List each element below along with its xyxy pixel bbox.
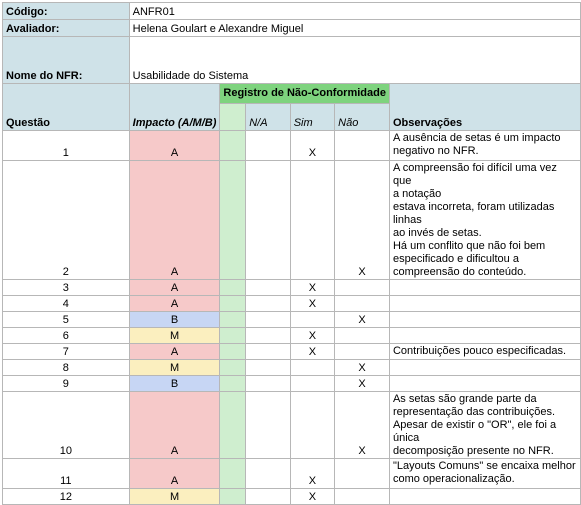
nao-cell[interactable]: [335, 280, 390, 296]
nao-cell[interactable]: X: [335, 312, 390, 328]
sim-cell[interactable]: [290, 161, 334, 280]
observacoes-cell[interactable]: [389, 344, 580, 360]
questao-cell[interactable]: 9: [3, 376, 130, 392]
nao-cell[interactable]: X: [335, 376, 390, 392]
registro-green-cell: [220, 161, 246, 280]
table-row: [3, 344, 581, 360]
na-cell[interactable]: [246, 376, 290, 392]
registro-header: Registro de Não-Conformidade: [220, 84, 390, 104]
registro-green-cell: [220, 312, 246, 328]
impacto-cell[interactable]: A: [129, 296, 220, 312]
questao-cell[interactable]: 11: [3, 459, 130, 489]
impacto-cell[interactable]: M: [129, 328, 220, 344]
observacoes-cell[interactable]: [389, 131, 580, 161]
observacao-line: A ausência de setas é um impacto: [392, 132, 561, 144]
observacoes-cell[interactable]: [389, 312, 580, 328]
table-row: [3, 360, 581, 376]
registro-green-cell: [220, 376, 246, 392]
impacto-cell[interactable]: M: [129, 489, 220, 505]
sim-cell[interactable]: X: [290, 296, 334, 312]
registro-green-cell: [220, 296, 246, 312]
table-row: [3, 280, 581, 296]
observacao-line: representação das contribuições.: [392, 406, 556, 418]
nao-cell[interactable]: X: [335, 161, 390, 280]
na-cell[interactable]: [246, 328, 290, 344]
impacto-cell[interactable]: M: [129, 360, 220, 376]
questao-header: Questão: [3, 84, 130, 131]
observacoes-cell[interactable]: [389, 280, 580, 296]
sim-cell[interactable]: [290, 312, 334, 328]
nao-header: Não: [335, 104, 390, 131]
registro-green-cell: [220, 131, 246, 161]
na-cell[interactable]: [246, 360, 290, 376]
table-row: [3, 376, 581, 392]
sim-cell[interactable]: [290, 392, 334, 459]
sim-cell[interactable]: X: [290, 459, 334, 489]
observacao-line: Contribuições pouco especificadas.: [392, 345, 567, 357]
nao-cell[interactable]: [335, 489, 390, 505]
na-cell[interactable]: [246, 280, 290, 296]
observacao-line: Apesar de existir o "OR", ele foi a única: [392, 419, 557, 444]
registro-green-cell: [220, 459, 246, 489]
nao-cell[interactable]: [335, 296, 390, 312]
sim-cell[interactable]: X: [290, 328, 334, 344]
table-row: [3, 392, 581, 459]
impacto-cell[interactable]: A: [129, 459, 220, 489]
table-row: [3, 328, 581, 344]
table-row: [3, 459, 581, 489]
table-row: [3, 489, 581, 505]
nfr-value[interactable]: Usabilidade do Sistema: [129, 37, 580, 84]
observacao-line: compreensão do conteúdo.: [392, 266, 527, 278]
questao-cell[interactable]: 7: [3, 344, 130, 360]
questao-cell[interactable]: 8: [3, 360, 130, 376]
na-cell[interactable]: [246, 161, 290, 280]
impacto-cell[interactable]: B: [129, 376, 220, 392]
observacoes-cell[interactable]: [389, 376, 580, 392]
observacoes-cell[interactable]: [389, 459, 580, 489]
questao-cell[interactable]: 6: [3, 328, 130, 344]
observacoes-cell[interactable]: [389, 489, 580, 505]
observacao-line: A compreensão foi difícil uma vez que: [392, 162, 557, 187]
na-cell[interactable]: [246, 459, 290, 489]
questao-cell[interactable]: 12: [3, 489, 130, 505]
questao-cell[interactable]: 4: [3, 296, 130, 312]
codigo-value[interactable]: ANFR01: [129, 3, 580, 20]
nao-cell[interactable]: [335, 328, 390, 344]
registro-green-cell: [220, 344, 246, 360]
observacoes-cell[interactable]: [389, 296, 580, 312]
observacao-line: As setas são grande parte da: [392, 393, 537, 405]
impacto-cell[interactable]: B: [129, 312, 220, 328]
na-cell[interactable]: [246, 344, 290, 360]
registro-green-cell: [220, 392, 246, 459]
impacto-cell[interactable]: A: [129, 344, 220, 360]
na-cell[interactable]: [246, 392, 290, 459]
observacao-line: decomposição presente no NFR.: [392, 445, 554, 457]
impacto-header: Impacto (A/M/B): [129, 84, 220, 131]
observacao-line: a notação: [392, 188, 442, 200]
na-cell[interactable]: [246, 312, 290, 328]
observacao-line: ao invés de setas.: [392, 227, 482, 239]
observacoes-cell[interactable]: [389, 328, 580, 344]
na-header: N/A: [246, 104, 290, 131]
nao-cell[interactable]: X: [335, 360, 390, 376]
table-row: [3, 296, 581, 312]
sim-cell[interactable]: X: [290, 344, 334, 360]
questao-cell[interactable]: 2: [3, 161, 130, 280]
table-row: [3, 131, 581, 161]
observacoes-header: Observações: [389, 84, 580, 131]
impacto-cell[interactable]: A: [129, 392, 220, 459]
observacao-line: negativo no NFR.: [392, 145, 479, 157]
sim-cell[interactable]: X: [290, 280, 334, 296]
observacao-line: especificado e dificultou a: [392, 253, 519, 265]
observacoes-cell[interactable]: [389, 161, 580, 280]
sim-cell[interactable]: [290, 360, 334, 376]
questao-cell[interactable]: 3: [3, 280, 130, 296]
questao-cell[interactable]: 10: [3, 392, 130, 459]
na-cell[interactable]: [246, 131, 290, 161]
questao-cell[interactable]: 5: [3, 312, 130, 328]
questao-cell[interactable]: 1: [3, 131, 130, 161]
observacao-line: "Layouts Comuns" se encaixa melhor: [392, 460, 576, 472]
nao-cell[interactable]: [335, 131, 390, 161]
na-cell[interactable]: [246, 489, 290, 505]
registro-green-cell: [220, 328, 246, 344]
table-row: [3, 161, 581, 280]
observacao-line: como operacionalização.: [392, 473, 515, 485]
observacao-line: estava incorreta, foram utilizadas linhas: [392, 201, 555, 226]
avaliador-value[interactable]: Helena Goulart e Alexandre Miguel: [129, 20, 580, 37]
nfr-evaluation-table: [2, 2, 581, 505]
avaliador-label: Avaliador:: [3, 20, 130, 37]
table-row: [3, 312, 581, 328]
observacoes-cell[interactable]: [389, 360, 580, 376]
codigo-label: Código:: [3, 3, 130, 20]
sim-cell[interactable]: X: [290, 489, 334, 505]
nfr-label: Nome do NFR:: [3, 37, 130, 84]
impacto-cell[interactable]: A: [129, 131, 220, 161]
impacto-cell[interactable]: A: [129, 161, 220, 280]
registro-green-cell: [220, 360, 246, 376]
sim-cell[interactable]: [290, 376, 334, 392]
sim-header: Sim: [290, 104, 334, 131]
registro-green-cell: [220, 489, 246, 505]
na-cell[interactable]: [246, 296, 290, 312]
nao-cell[interactable]: [335, 344, 390, 360]
registro-green-cell: [220, 280, 246, 296]
nao-cell[interactable]: X: [335, 392, 390, 459]
observacoes-cell[interactable]: [389, 392, 580, 459]
nao-cell[interactable]: [335, 459, 390, 489]
registro-spacer-header: [220, 104, 246, 131]
impacto-cell[interactable]: A: [129, 280, 220, 296]
observacao-line: Há um conflito que não foi bem: [392, 240, 546, 252]
sim-cell[interactable]: X: [290, 131, 334, 161]
